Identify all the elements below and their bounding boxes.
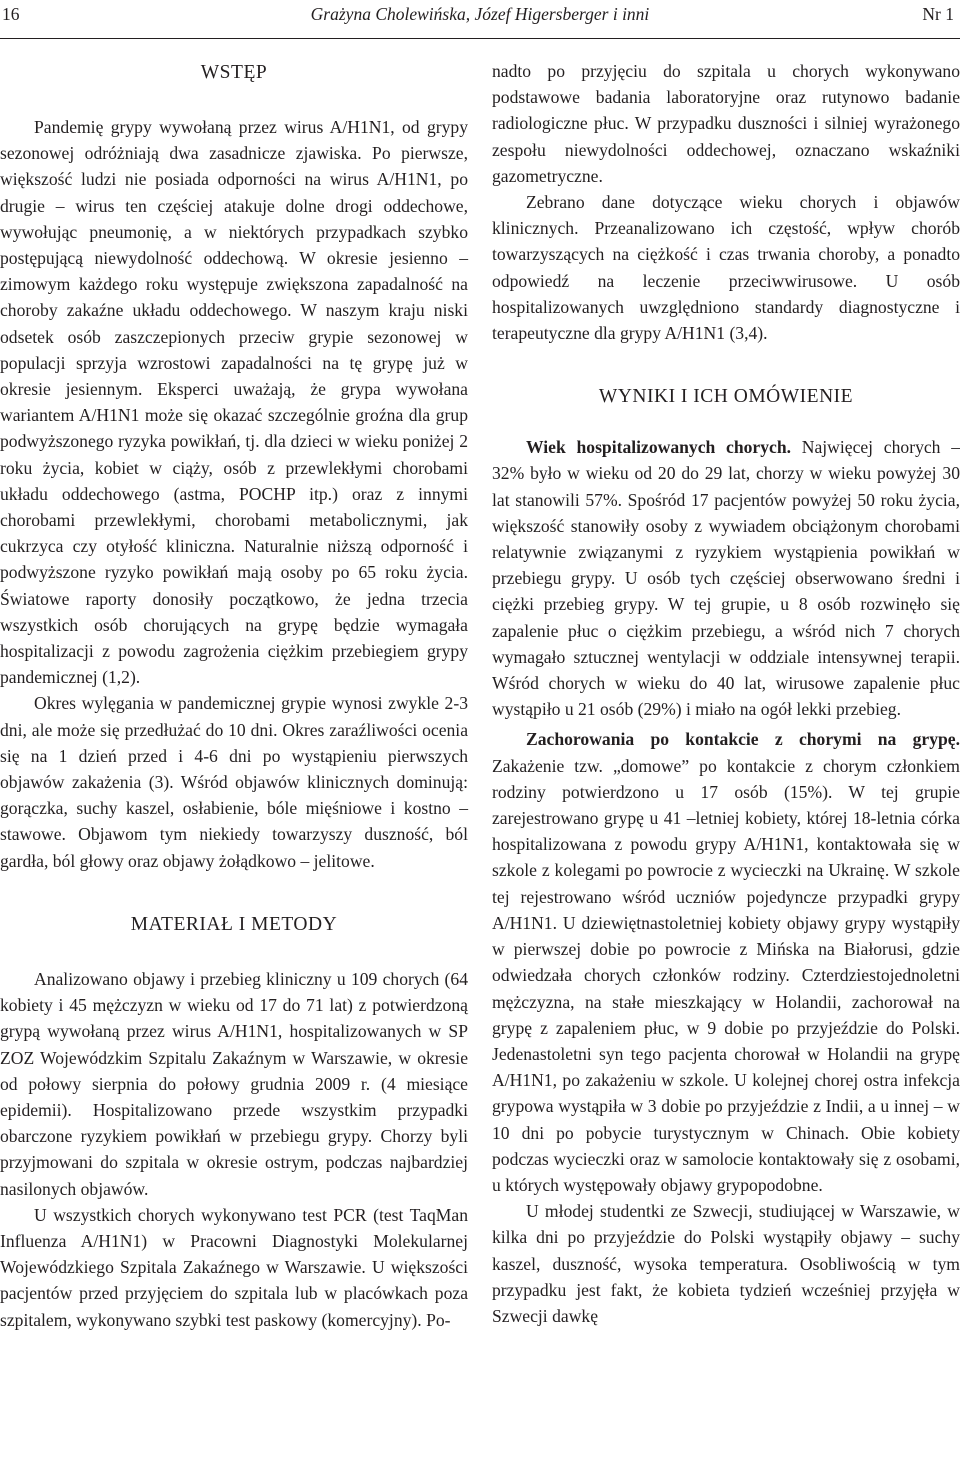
running-header	[0, 0, 960, 39]
metody-paragraph-1: Analizowano objawy i przebieg kliniczny u 109 chorych (64 kobiety i 45 mężczyzn w wieku od 17 do 71 lat) z potwierdzoną grypą wywołaną przez wirus A/H1N1, hospitalizowanych w SP ZOZ Wojewódzkim Szpitalu Zakaźnym w Warszawie, w okresie od połowy sierpnia do połowy grudnia 2009 r. (4 miesiące epidemii). Hospitalizowano przede wszystkim przypadki obarczone ryzykiem powikłań w przebiegu grypy. Chorzy byli przyjmowani do szpitala w okresie ostrym, podczas najbardziej nasilonych objawów.	[0, 968, 468, 1199]
issue-number: Nr 1	[922, 4, 954, 24]
zachorowania-paragraph	[492, 726, 960, 1198]
running-authors: Grażyna Cholewińska, Józef Higersberger i inni	[310, 4, 650, 24]
section-title-metody: MATERIAŁ I METODY	[130, 913, 338, 935]
studentka-paragraph: U młodej studentki ze Szwecji, studiującej w Warszawie, w kilka dni po przyjeździe do Polski wystąpiły objawy – suchy kaszel, duszność, wysoka temperatura. Osobliwością w tym przypadku jest fakt, że kobieta tydzień wcześniej przyjęła w Szwecji dawkę	[492, 1201, 960, 1326]
right-column	[492, 58, 960, 1329]
section-title-wyniki: WYNIKI I ICH OMÓWIENIE	[598, 386, 854, 408]
wiek-run-in-heading: Wiek hospitalizowanych chorych.	[526, 437, 792, 458]
page-number: 16	[2, 4, 20, 24]
section-title-wstep: WSTĘP	[200, 62, 268, 83]
metody-continued-paragraph: nadto po przyjęciu do szpitala u chorych wykonywano podstawowe badania laboratoryjne oraz rutynowo badanie radiologiczne płuc. W przypadku duszności i silniej wyrażonego zespołu niewydolności oddechowej, oznaczano wskaźniki gazometryczne.	[492, 61, 960, 186]
zachorowania-text: Zakażenie tzw. „domowe” po kontakcie z chorym członkiem rodziny potwierdzono u 17 osób (15%). W tej grupie zarejestrowano grypę u 41 –letniej kobiety, której 18-letnia córka hospitalizowana z powodu grypy A/H1N1, kontaktowała się w szkole z kolegami po powrocie z wycieczki na Ukrainę. W szkole tej rejestrowano wśród uczniów pojedyncze przypadki grypy A/H1N1. U dziewiętnastoletniej kobiety objawy grypy wystąpiły w pierwszej dobie po powrocie z Mińska na Białorusi, gdzie odwiedzała chorych członków rodziny. Czterdziestojednoletni mężczyzna, na stałe mieszkający w Holandii, zachorował na grypę z zapaleniem płuc, w 9 dobie po przyjeździe do Polski. Jedenastoletni syn tego pacjenta chorował w Holandii na grypę A/H1N1, po zakażeniu w szkole. U kolejnej chorej ostra infekcja grypowa wystąpiła w 3 dobie po przyjeździe z Indii, a u innej – w 10 dni po pobycie turystycznym w Chinach. Obie kobiety podczas wycieczki oraz w samolocie kontaktowały się z osobami, u których występowały objawy grypopodobne.	[492, 755, 960, 1195]
wstep-paragraph-1: Pandemię grypy wywołaną przez wirus A/H1N1, od grypy sezonowej odróżniają dwa zasadnicze zjawiska. Po pierwsze, większość ludzi nie posiada odporności na wirus A/H1N1, po drugie – wirus ten częściej atakuje dolne drogi oddechowe, wywołując pneumonię, a w niektórych przypadkach szybko postępującą niewydolność oddechową. W okresie jesienno – zimowym każdego roku występuje zwiększona zapadalność na choroby zakaźne układu oddechowego. W naszym kraju niski odsetek osób zaszczepionych przeciw grypie sezonowej w populacji sprzyja wzrostowi zapadalności na tę grypę już w okresie jesiennym. Eksperci uważają, że grypa wywołana wariantem A/H1N1 może się okazać szczególnie groźna dla grup podwyższonego ryzyka powikłań, tj. dla dzieci w wieku poniżej 2 roku życia, kobiet w ciąży, osób z przewlekłymi chorobami układu oddechowego (astma, POCHP itp.) oraz z innymi chorobami przewlekłymi, chorobami metabolicznymi, jak cukrzyca czy otyłość kliniczna. Naturalnie niższą odporność i podwyższone ryzyko powikłań mają osoby po 65 roku życia. Światowe raporty donosiły początkowo, że jedna trzecia wszystkich osób chorujących na grypę będzie wymagała hospitalizacji z powodu zagrożenia ciężkim przebiegiem grypy pandemicznej (1,2).	[0, 117, 468, 688]
metody-paragraph-3: Zebrano dane dotyczące wieku chorych i objawów klinicznych. Przeanalizowano ich częstość, wpływ chorób towarzyszących na ciężkość i czas trwania choroby, a ponadto odpowiedź na leczenie przeciwwirusowe. U osób hospitalizowanych uwzględniono standardy diagnostyczne i terapeutyczne dla grypy A/H1N1 (3,4).	[492, 192, 960, 344]
wstep-paragraph-2: Okres wylęgania w pandemicznej grypie wynosi zwykle 2-3 dni, ale może się przedłużać do 10 dni. Okres zaraźliwości ocenia się na 1 dzień przed i 4-6 dni po wystąpieniu pierwszych objawów zakażenia (3). Wśród objawów klinicznych dominują: gorączka, suchy kaszel, osłabienie, bóle mięśniowe i kostno – stawowe. Objawom tym niekiedy towarzyszy duszność, ból gardła, ból głowy oraz objawy żołądkowo – jelitowe.	[0, 693, 468, 871]
left-column	[0, 58, 468, 1333]
metody-paragraph-2: U wszystkich chorych wykonywano test PCR (test TaqMan Influenza A/H1N1) w Pracowni Diagnostyki Molekularnej Wojewódzkiego Szpitala Zakaźnego w Warszawie. U większości pacjentów przed przyjęciem do szpitala lub w placówkach poza szpitalem, wykonywano szybki test paskowy (komercyjny). Po-	[0, 1204, 468, 1330]
wiek-text: Najwięcej chorych – 32% było w wieku od 20 do 29 lat, chorzy w wieku powyżej 30 lat stanowili 57%. Spośród 17 pacjentów powyżej 50 roku życia, większość stanowiły osoby z wywiadem obciążonym chorobami relatywnie związanymi z ryzykiem wystąpienia powikłań w przebiegu grypy. U osób tych częściej obserwowano średni i ciężki przebieg grypy. W tej grupie, u 8 osób rozwinęło się zapalenie płuc o ciężkim przebiegu, a wśród nich 7 chorych wymagało sztucznej wentylacji w oddziale intensywnej terapii. Wśród chorych w wieku do 40 lat, wirusowe zapalenie płuc wystąpiło u 21 osób (29%) i miało na ogół lekki przebieg.	[492, 437, 960, 720]
wiek-paragraph	[492, 434, 960, 722]
zachorowania-run-in-heading: Zachorowania po kontakcie z chorymi na grypę.	[526, 729, 960, 750]
